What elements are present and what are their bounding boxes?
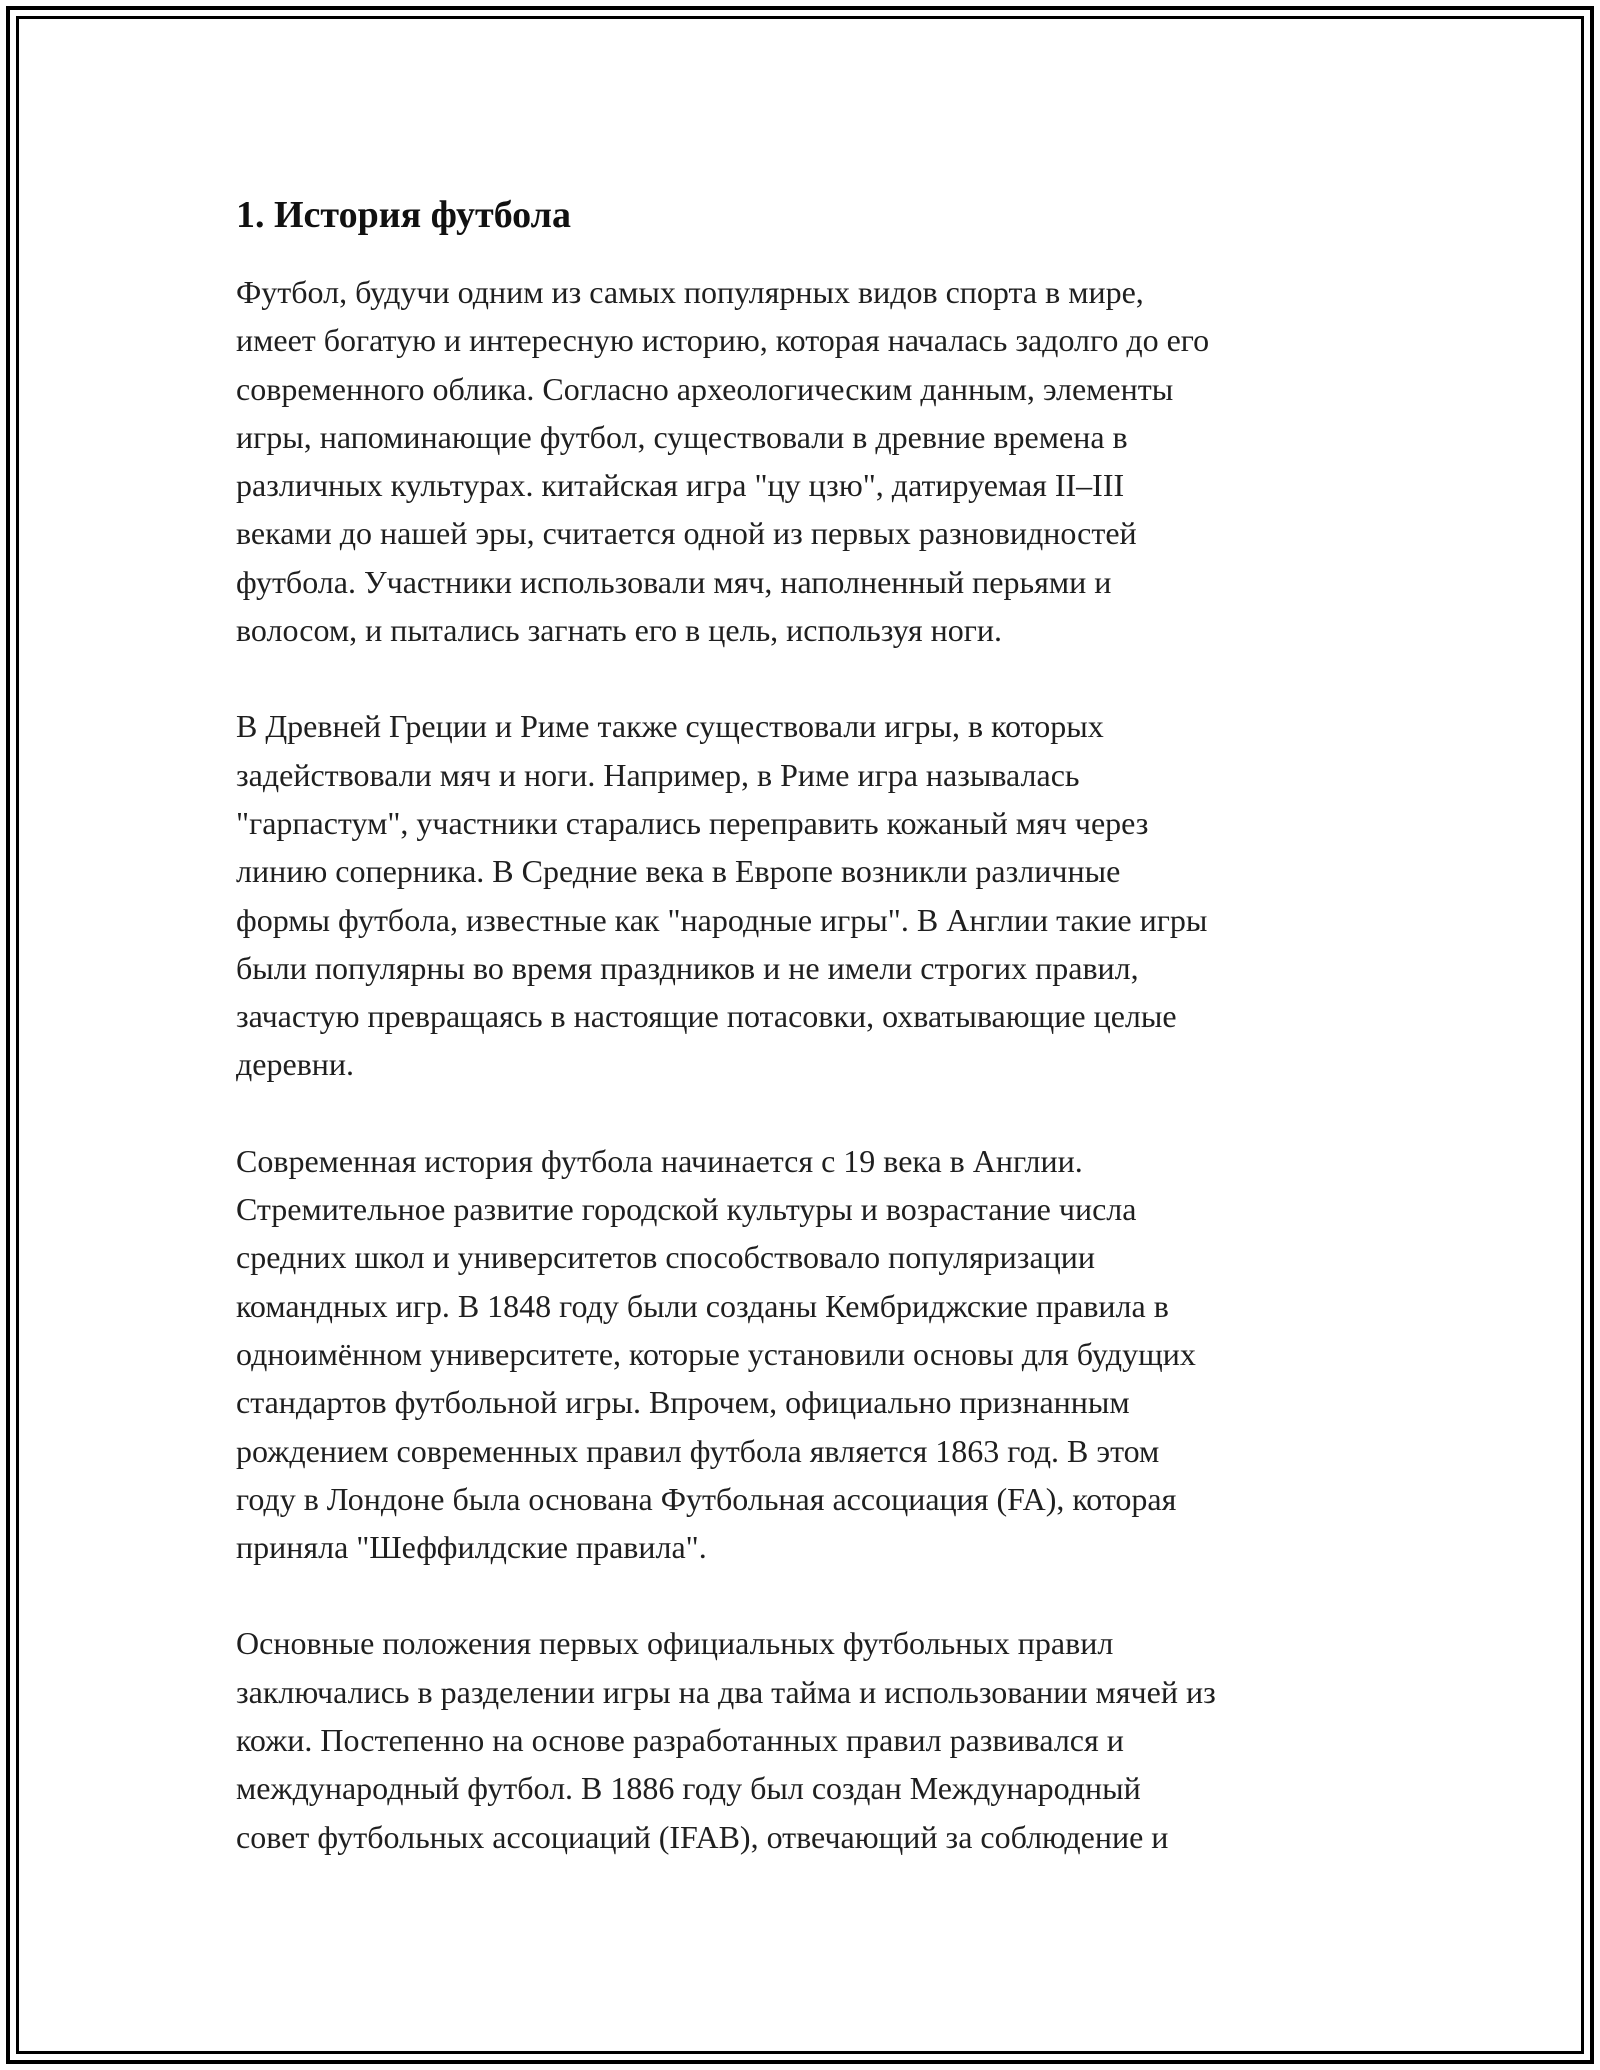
paragraph-2: В Древней Греции и Риме также существовали игры, в которых задействовали мяч и ноги. Например, в Риме игра называлась "гарпастум", участники старались переправить кожаный мяч через линию соперника. В Средние века в Европе возникли различные формы футбола, известные как "народные игры". В Англии такие игры были популярны во время праздников и не имели строгих правил, зачастую превращаясь в настоящие потасовки, охватывающие целые деревни. — [236, 708, 1208, 1083]
paragraph-4: Основные положения первых официальных футбольных правил заключались в разделении игры на два тайма и использовании мячей из кожи. Постепенно на основе разработанных правил развивался и международный футбол. В 1886 году был создан Международный совет футбольных ассоциаций (IFAB), отвечающий за соблюдение и — [236, 1625, 1216, 1855]
document-body — [236, 188, 1366, 1909]
paragraph-3: Современная история футбола начинается с 19 века в Англии. Стремительное развитие городской культуры и возрастание числа средних школ и университетов способствовало популяризации командных игр. В 1848 году были созданы Кембриджские правила в одноимённом университете, которые установили основы для будущих стандартов футбольной игры. Впрочем, официально признанным рождением современных правил футбола является 1863 год. В этом году в Лондоне была основана Футбольная ассоциация (FA), которая приняла "Шеффилдские правила". — [236, 1142, 1196, 1566]
paragraph-1: Футбол, будучи одним из самых популярных видов спорта в мире, имеет богатую и интересную историю, которая началась задолго до его современного облика. Согласно археологическим данным, элементы игры, напоминающие футбол, существовали в древние времена в различных культурах. китайская игра "цу цзю", датируемая II–III веками до нашей эры, считается одной из первых разновидностей футбола. Участники использовали мяч, наполненный перьями и волосом, и пытались загнать его в цель, используя ноги. — [236, 274, 1210, 649]
section-heading: 1. История футбола — [236, 194, 572, 236]
